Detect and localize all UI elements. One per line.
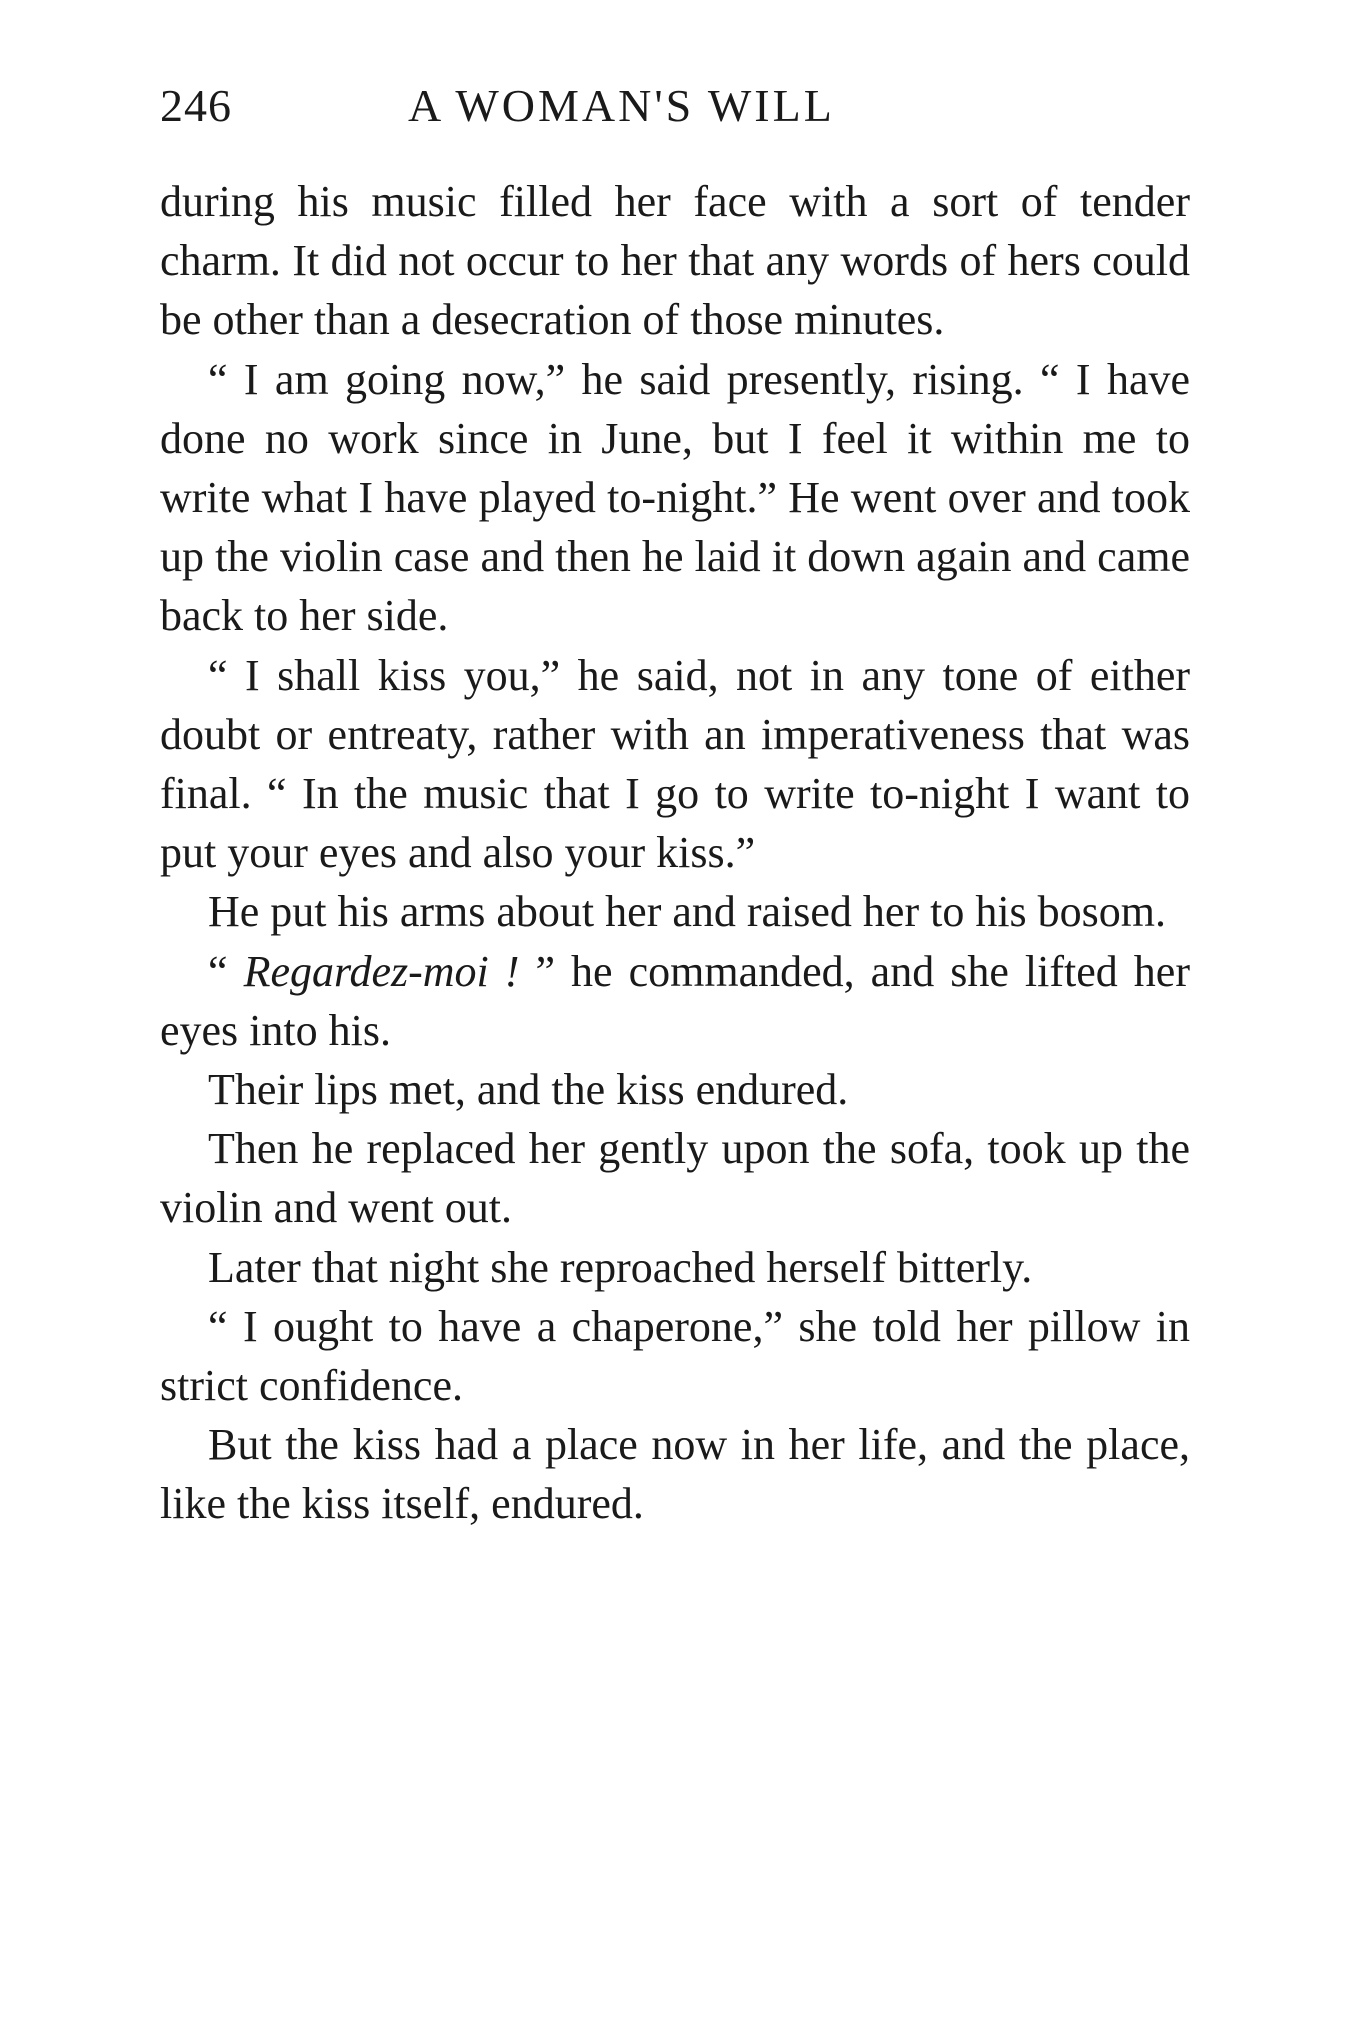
paragraph: “ I am going now,” he said presently, rising. “ I have done no work since in June, but I feel it within me to write what I have played to-night.” He went over and took up the violin case and then he laid it down again and came back to her side. <box>160 354 1190 641</box>
quote-rest: ” he commanded, and she lifted her eyes into his. <box>160 946 1190 1055</box>
page-number: 246 <box>160 80 232 131</box>
italic-phrase: Regardez-moi ! <box>243 946 520 996</box>
paragraph: Their lips met, and the kiss endured. <box>208 1065 849 1115</box>
page-header <box>160 76 1260 136</box>
paragraph: Then he replaced her gently upon the sofa, took up the violin and went out. <box>160 1124 1190 1233</box>
paragraph: “ I ought to have a chaperone,” she told her pillow in strict confidence. <box>160 1301 1190 1411</box>
running-title: A WOMAN'S WILL <box>408 80 835 131</box>
quote-open: “ <box>208 946 244 996</box>
body-text <box>160 172 1190 1534</box>
paragraph: But the kiss had a place now in her life, and the place, like the kiss itself, endured. <box>160 1420 1190 1529</box>
paragraph-continued: during his music filled her face with a sort of tender charm. It did not occur to her that any words of hers could be other than a desecration of those minutes. <box>160 177 1190 345</box>
paragraph: “ I shall kiss you,” he said, not in any tone of either doubt or entreaty, rather with an imperativeness that was final. “ In the music that I go to write to-night I want to put your eyes and also your kiss.” <box>160 650 1190 878</box>
paragraph: Later that night she reproached herself bitterly. <box>208 1242 1033 1292</box>
paragraph-italic-quote <box>160 942 1190 1060</box>
paragraph: He put his arms about her and raised her to his bosom. <box>208 887 1167 937</box>
